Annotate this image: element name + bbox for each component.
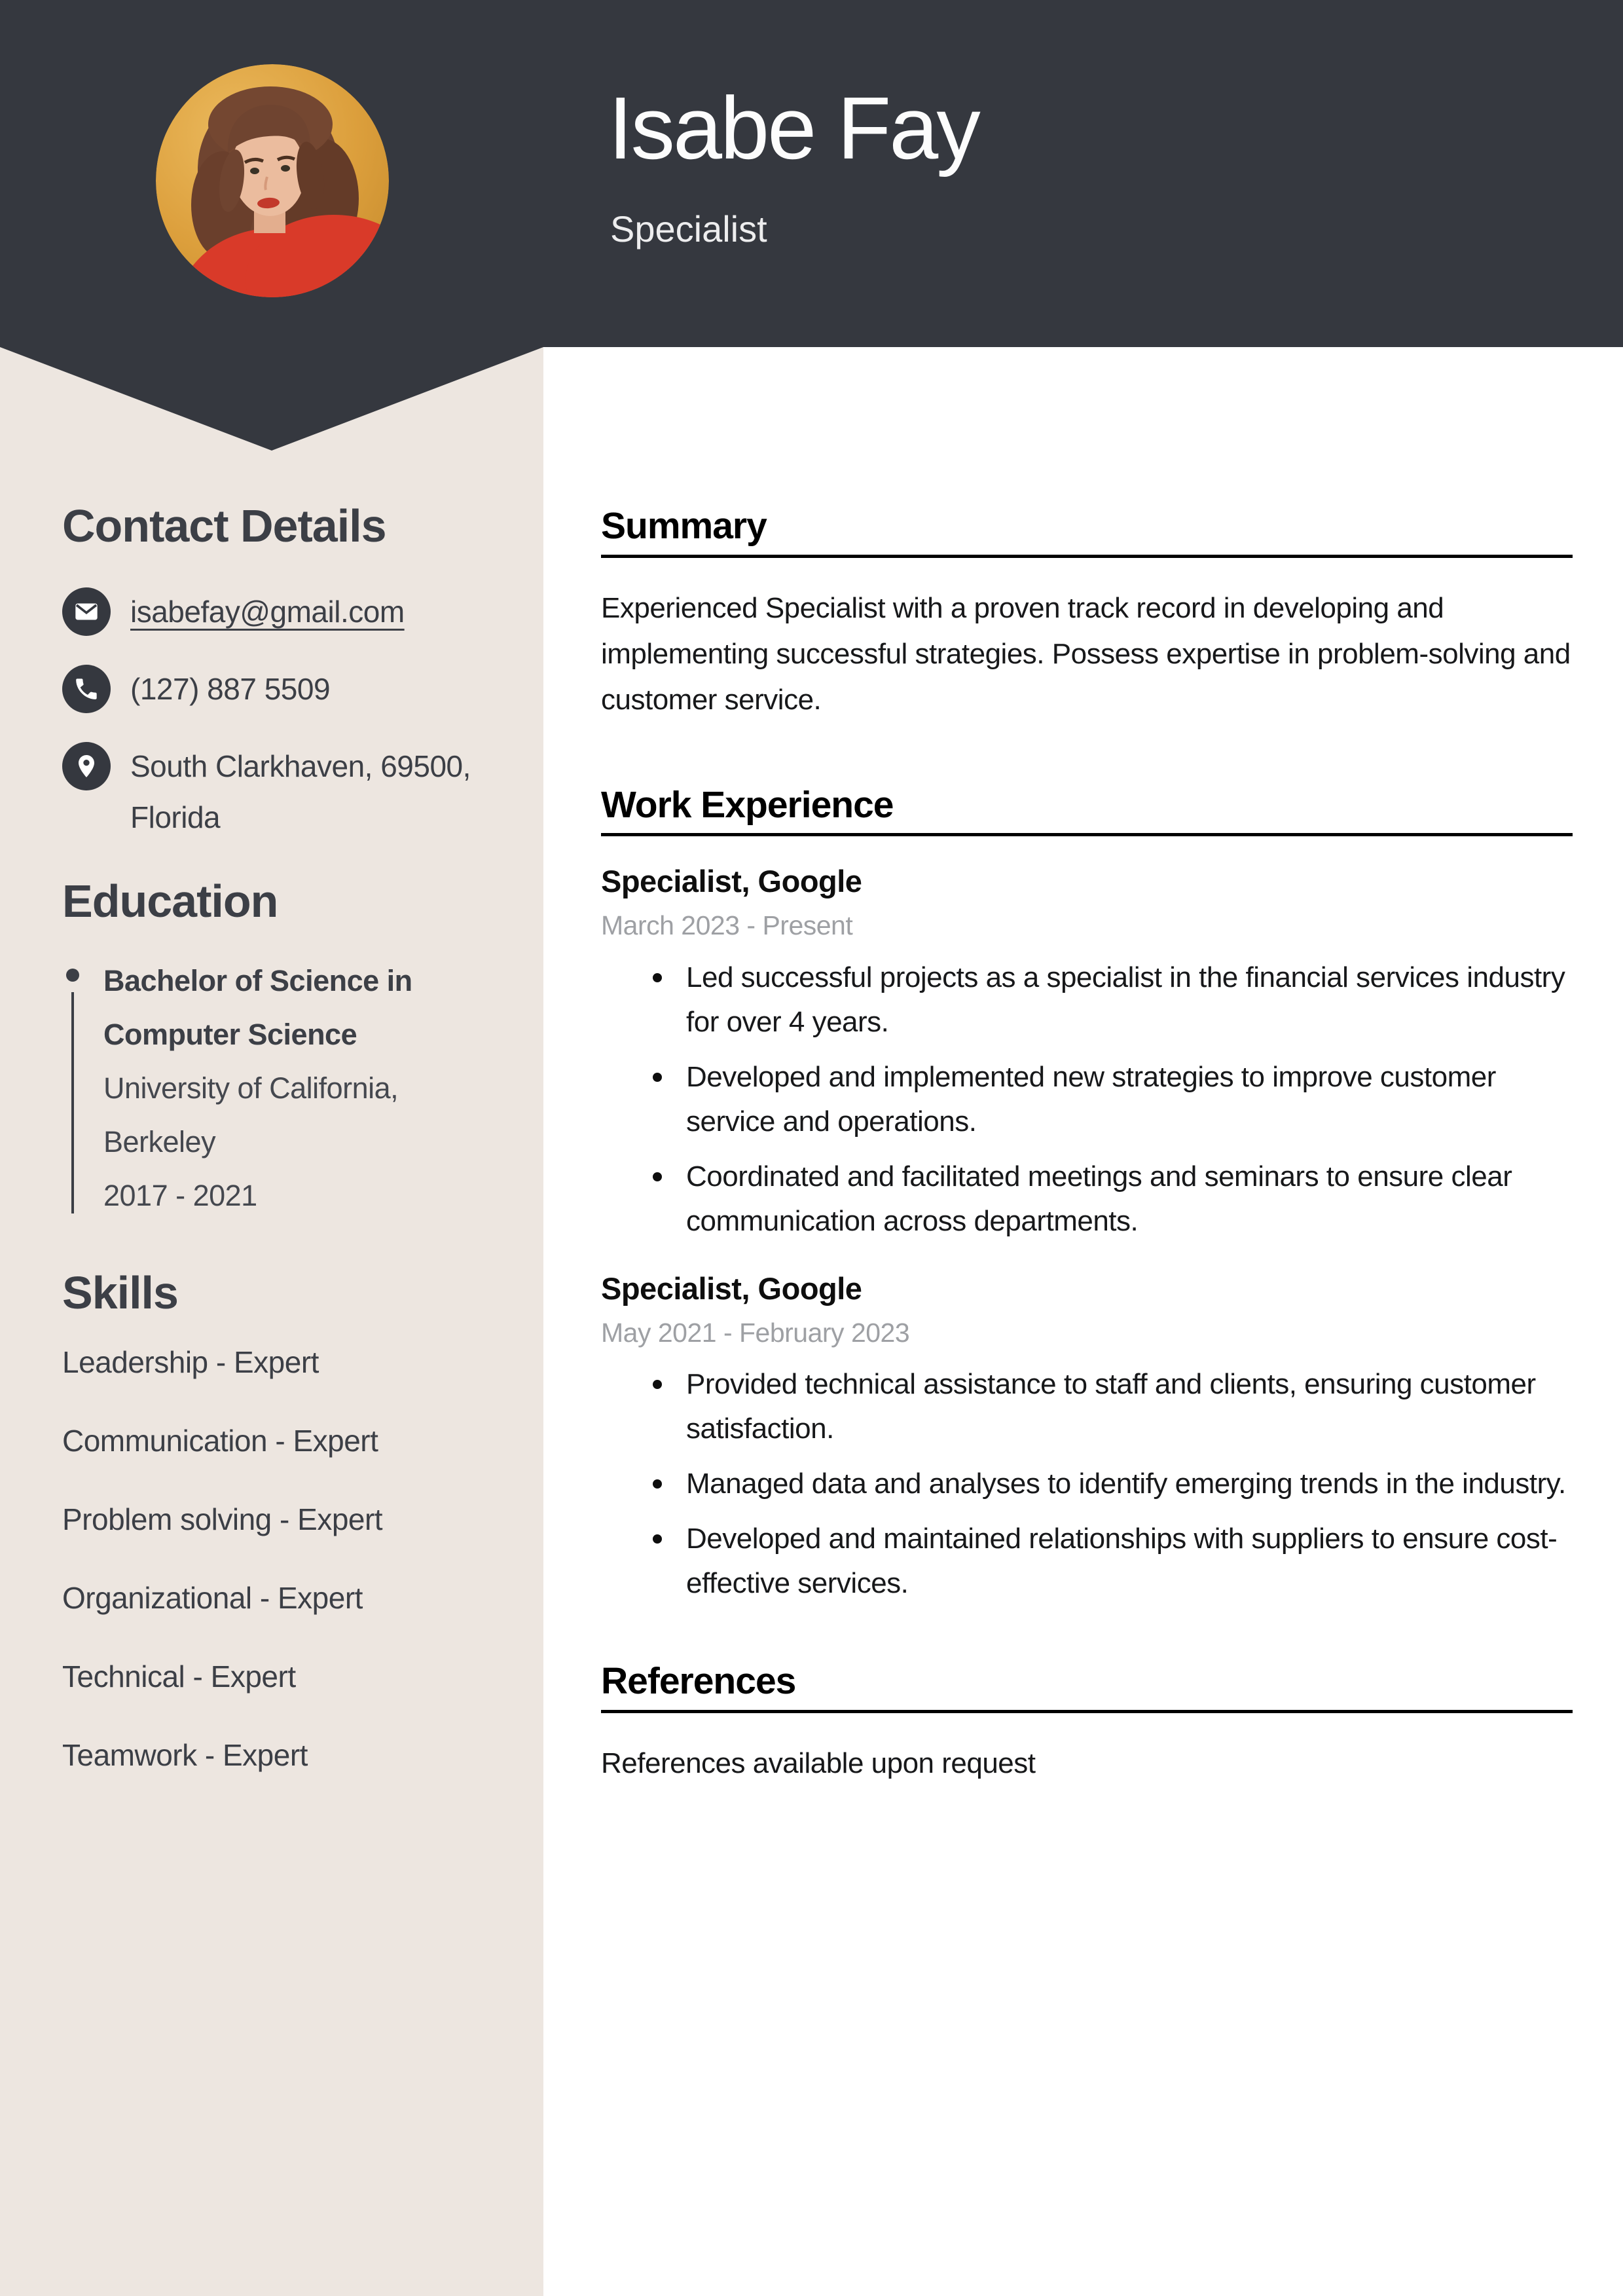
work-experience-heading: Work Experience xyxy=(601,785,1573,837)
sidebar xyxy=(0,0,543,1818)
education-heading: Education xyxy=(62,875,278,927)
skill-item: Leadership - Expert xyxy=(62,1344,319,1379)
timeline-line xyxy=(71,992,74,1213)
references-heading: References xyxy=(601,1661,1573,1713)
skill-item: Communication - Expert xyxy=(62,1423,378,1458)
job-entry xyxy=(601,864,1573,1243)
skill-item: Problem solving - Expert xyxy=(62,1502,383,1536)
contact-row-email xyxy=(62,587,498,637)
contact-email xyxy=(130,586,405,637)
job-bullet: Developed and maintained relationships with suppliers to ensure cost-effective services. xyxy=(686,1517,1573,1606)
job-bullet: Coordinated and facilitated meetings and seminars to ensure clear communication across departments. xyxy=(686,1155,1573,1244)
skills-list xyxy=(62,1346,498,1771)
contact-address: South Clarkhaven, 69500, Florida xyxy=(130,749,471,834)
location-icon xyxy=(62,742,111,790)
contact-list xyxy=(62,587,498,843)
education-degree: Bachelor of Science in Computer Science xyxy=(103,964,412,1052)
education-dates: 2017 - 2021 xyxy=(103,1179,257,1213)
job-title: Specialist, Google xyxy=(601,1270,862,1306)
email-link[interactable]: isabefay@gmail.com xyxy=(130,594,405,629)
mail-icon xyxy=(62,587,111,636)
timeline-dot-icon xyxy=(66,969,79,982)
contact-details-heading: Contact Details xyxy=(62,500,386,551)
main-column xyxy=(601,0,1573,1787)
job-entry xyxy=(601,1271,1573,1606)
person-name: Isabe Fay xyxy=(608,79,979,177)
skill-item: Teamwork - Expert xyxy=(62,1737,308,1772)
job-dates: May 2021 - February 2023 xyxy=(601,1317,910,1348)
references-text: References available upon request xyxy=(601,1747,1036,1779)
contact-phone: (127) 887 5509 xyxy=(130,671,331,706)
contact-row-address xyxy=(62,742,498,843)
education-school: University of California, Berkeley xyxy=(103,1071,399,1159)
job-bullet-list xyxy=(601,1362,1573,1606)
summary-text: Experienced Specialist with a proven track record in developing and implementing successful strategies. Possess expertise in problem-solving and customer service. xyxy=(601,591,1571,716)
person-job-title: Specialist xyxy=(610,208,767,250)
job-bullet: Led successful projects as a specialist in the financial services industry for over 4 years. xyxy=(686,955,1573,1045)
skills-heading: Skills xyxy=(62,1267,178,1319)
education-entry xyxy=(62,954,498,1223)
job-bullet-list xyxy=(601,955,1573,1244)
skill-item: Organizational - Expert xyxy=(62,1580,363,1615)
skill-item: Technical - Expert xyxy=(62,1659,296,1694)
job-title: Specialist, Google xyxy=(601,864,862,899)
job-dates: March 2023 - Present xyxy=(601,910,853,941)
job-bullet: Developed and implemented new strategies to improve customer service and operations. xyxy=(686,1055,1573,1144)
job-bullet: Provided technical assistance to staff and clients, ensuring customer satisfaction. xyxy=(686,1362,1573,1451)
summary-heading: Summary xyxy=(601,506,1573,558)
phone-icon xyxy=(62,665,111,713)
contact-row-phone xyxy=(62,665,498,714)
job-bullet: Managed data and analyses to identify emerging trends in the industry. xyxy=(686,1462,1573,1506)
